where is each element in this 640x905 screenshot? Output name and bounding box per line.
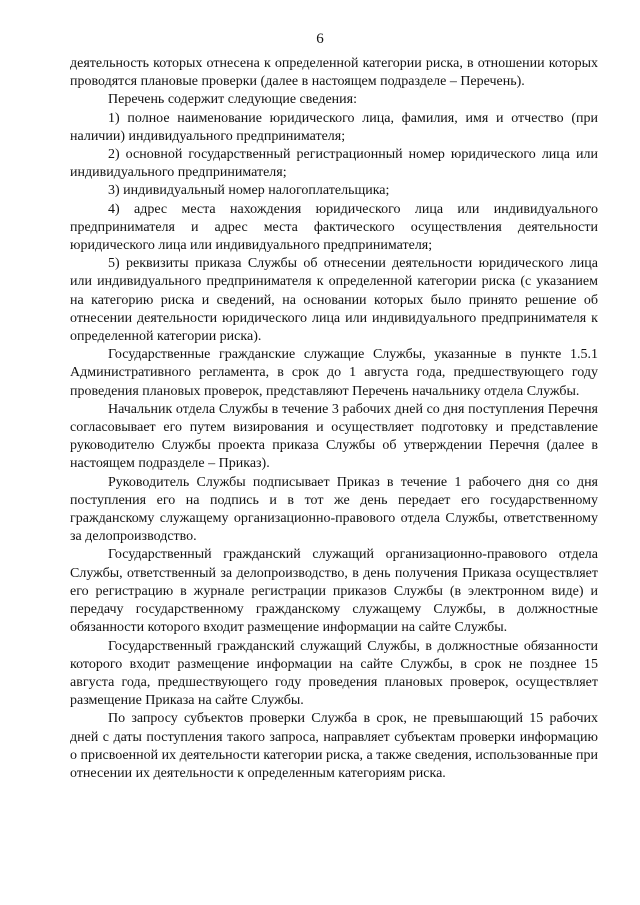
paragraph-list-intro: Перечень содержит следующие сведения: bbox=[108, 92, 357, 108]
paragraph-head-signs: Руководитель Службы подписывает Приказ в течение 1 рабочего дня со дня поступления его на подпись и в тот же день передает его государственному гражданскому служащему организационно-правового отдела Службы, ответственному за делопроизводство. bbox=[70, 474, 598, 545]
paragraph-request: По запросу субъектов проверки Служба в срок, не превышающий 15 рабочих дней с даты поступления такого запроса, направляет субъектам проверки информацию о присвоенной их деятельности категории риска, а также сведения, использованные при отнесении их деятельности к определенным категориям риска. bbox=[70, 711, 598, 781]
paragraph-civil-servants: Государственные гражданские служащие Службы, указанные в пункте 1.5.1 Административного регламента, в срок до 1 августа года, предшествующего году проведения плановых проверок, представляют Перечень начальнику отдела Службы. bbox=[70, 347, 598, 399]
list-item-2: 2) основной государственный регистрационный номер юридического лица или индивидуального предпринимателя; bbox=[70, 147, 598, 181]
paragraph-department-head: Начальник отдела Службы в течение 3 рабочих дней со дня поступления Перечня согласовывает его путем визирования и осуществляет подготовку и представление руководителю Службы проекта приказа Службы об утверждении Перечня (далее в настоящем подразделе – Приказ). bbox=[70, 401, 598, 472]
document-body bbox=[70, 55, 598, 783]
list-item-4: 4) адрес места нахождения юридического лица или индивидуального предпринимателя и адрес места фактического осуществления деятельности юридического лица или индивидуального предпринимателя; bbox=[70, 201, 598, 254]
paragraph-publication: Государственный гражданский служащий Службы, в должностные обязанности которого входит размещение информации на сайте Службы, в срок не позднее 15 августа года, предшествующего году проведения плановых проверок, осуществляет размещение Приказа на сайте Службы. bbox=[70, 638, 598, 709]
list-item-1: 1) полное наименование юридического лица, фамилия, имя и отчество (при наличии) индивидуального предпринимателя; bbox=[70, 110, 598, 144]
page-number: 6 bbox=[316, 31, 324, 47]
list-item-5: 5) реквизиты приказа Службы об отнесении деятельности юридического лица или индивидуального предпринимателя к определенной категории риска (с указанием на категорию риска и сведений, на основании которых было принято решение об отнесении деятельности юридического лица или индивидуального предпринимателя к определенной категории риска). bbox=[70, 256, 598, 345]
list-item-3: 3) индивидуальный номер налогоплательщика; bbox=[108, 183, 390, 199]
paragraph-registration: Государственный гражданский служащий организационно-правового отдела Службы, ответственный за делопроизводство, в день получения Приказа осуществляет его регистрацию в журнале регистрации приказов Службы (в электронном виде) и передачу государственному гражданскому служащему Службы, в должностные обязанности которого входит размещение информации на сайте Службы. bbox=[70, 547, 598, 636]
paragraph-continuation: деятельность которых отнесена к определенной категории риска, в отношении которых проводятся плановые проверки (далее в настоящем подразделе – Перечень). bbox=[70, 56, 598, 90]
